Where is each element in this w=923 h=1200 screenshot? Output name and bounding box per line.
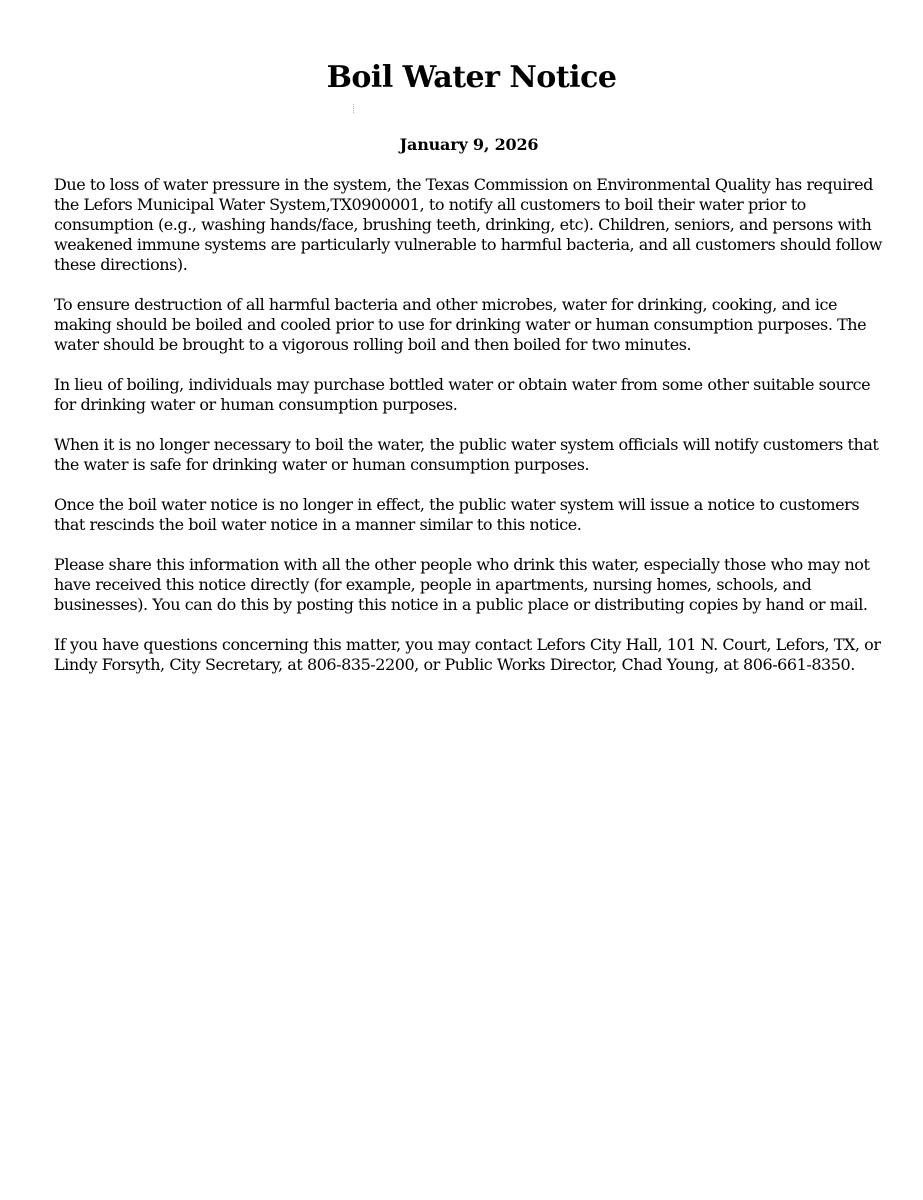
- paragraph-notification: When it is no longer necessary to boil the water, the public water system officials will notify customers that the water is safe for drinking water or human consumption purposes.: [54, 435, 879, 474]
- notice-date: January 9, 2026: [399, 135, 539, 154]
- paragraph-pressure-loss: Due to loss of water pressure in the system, the Texas Commission on Environmental Quality has required the Lefors Municipal Water System,TX0900001, to notify all customers to boil their water prior to consumption (e.g., washing hands/face, brushing teeth, drinking, etc). Children, seniors, and persons with weakened immune systems are particularly vulnerable to harmful bacteria, and all customers should follow these directions).: [54, 175, 883, 274]
- scan-speck: [353, 104, 356, 113]
- notice-title: Boil Water Notice: [326, 60, 617, 95]
- paragraph-bottled-water: In lieu of boiling, individuals may purchase bottled water or obtain water from some other suitable source for drinking water or human consumption purposes.: [54, 375, 871, 414]
- notice-body: [54, 175, 884, 695]
- paragraph-contact: If you have questions concerning this matter, you may contact Lefors City Hall, 101 N. Court, Lefors, TX, or Lindy Forsyth, City Secretary, at 806-835-2200, or Public Works Director, Chad Young, at 806-661-8350.: [54, 635, 881, 674]
- paragraph-rescind: Once the boil water notice is no longer in effect, the public water system will issue a notice to customers that rescinds the boil water notice in a manner similar to this notice.: [54, 495, 860, 534]
- paragraph-boil-instructions: To ensure destruction of all harmful bacteria and other microbes, water for drinking, cooking, and ice making should be boiled and cooled prior to use for drinking water or human consumption purposes. The water should be brought to a vigorous rolling boil and then boiled for two minutes.: [54, 295, 867, 354]
- paragraph-share: Please share this information with all the other people who drink this water, especially those who may not have received this notice directly (for example, people in apartments, nursing homes, schools, and businesses). You can do this by posting this notice in a public place or distributing copies by hand or mail.: [54, 555, 870, 614]
